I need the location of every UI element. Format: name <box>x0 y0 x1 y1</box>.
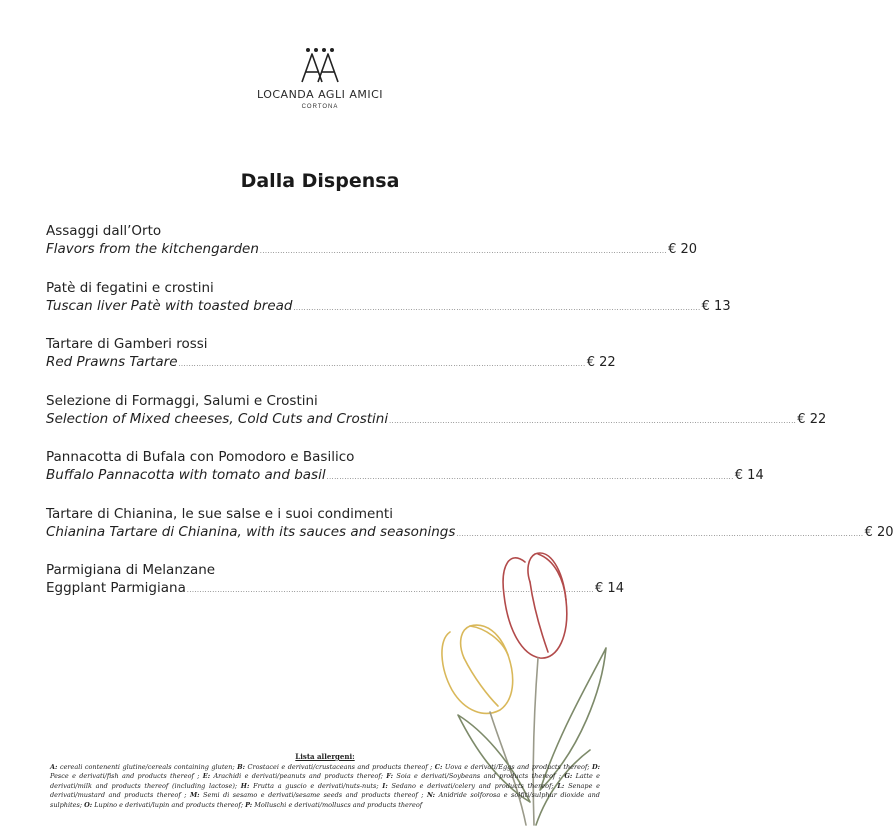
restaurant-name: LOCANDA AGLI AMICI <box>256 88 384 101</box>
dot-leader: ................................................................................................................................................................ <box>326 474 734 481</box>
allergen-list-body: A: cereali contenenti glutine/cereals containing gluten; B: Crostacei e derivati/crustaceans and products thereof ; C: Uova e derivati/Eggs and products thereof; D: Pesce e derivati/fish and products thereof ; E: Arachidi e derivati/peanuts and products thereof; F: Soia e derivati/Soybeans and products thereof ; G: Latte e derivati/milk and products thereof (including lactose); H: Frutta a guscio e derivati/nuts-nuts; I: Sedano e derivati/celery and products thereof; L: Senape e derivati/mustard and products thereof ; M: Semi di sesamo e derivati/sesame seeds and products thereof ; N: Anidride solforosa e solfiti/sulphur dioxide and sulphites; O: Lupino e derivati/lupin and products thereof; P: Molluschi e derivati/molluscs and products thereof <box>50 762 601 809</box>
menu-item <box>46 279 731 336</box>
item-price: € 13 <box>701 298 731 314</box>
monogram-logo-icon <box>298 44 342 86</box>
menu-item <box>46 222 698 279</box>
menu-item <box>46 335 616 392</box>
yellow-tulip-petal-icon <box>442 625 513 713</box>
item-name-italian: Pannacotta di Bufala con Pomodoro e Basilico <box>46 449 355 465</box>
item-name-italian: Tartare di Chianina, le sue salse e i suoi condimenti <box>46 505 393 522</box>
item-price: € 20 <box>864 524 894 540</box>
dot-leader: ................................................................................................................................................................ <box>456 530 864 538</box>
menu-item <box>46 392 827 449</box>
item-name-english: Flavors from the kitchengarden <box>46 241 259 257</box>
item-price: € 14 <box>734 468 764 483</box>
dot-leader: ................................................................................................................................................................ <box>389 417 797 425</box>
item-name-english: Red Prawns Tartare <box>46 354 178 370</box>
item-price: € 22 <box>797 411 827 427</box>
section-title: Dalla Dispensa <box>240 170 400 192</box>
item-name-english: Chianina Tartare di Chianina, with its sauces and seasonings <box>46 523 456 540</box>
allergen-list <box>50 752 600 811</box>
item-name-italian: Parmigiana di Melanzane <box>46 562 216 578</box>
item-price: € 20 <box>668 242 698 257</box>
item-price: € 22 <box>586 355 616 370</box>
menu-item <box>46 448 764 505</box>
item-name-english: Buffalo Pannacotta with tomato and basil <box>46 467 326 483</box>
dot-leader: ................................................................................................................................................................ <box>259 248 668 255</box>
item-name-english: Selection of Mixed cheeses, Cold Cuts and Crostini <box>46 410 389 427</box>
item-name-italian: Selezione di Formaggi, Salumi e Crostini <box>46 392 318 409</box>
dot-leader: ................................................................................................................................................................ <box>178 361 586 368</box>
restaurant-logo <box>0 44 640 110</box>
dot-leader: ................................................................................................................................................................ <box>186 587 595 594</box>
item-name-english: Tuscan liver Patè with toasted bread <box>46 297 293 314</box>
dot-leader: ................................................................................................................................................................ <box>293 304 701 312</box>
item-name-english: Eggplant Parmigiana <box>46 580 186 596</box>
item-price: € 14 <box>595 581 624 596</box>
restaurant-city: CORTONA <box>301 104 339 110</box>
allergen-list-title: Lista allergeni: <box>295 752 355 761</box>
item-name-italian: Tartare di Gamberi rossi <box>46 336 208 352</box>
item-name-italian: Assaggi dall’Orto <box>46 223 162 239</box>
item-name-italian: Patè di fegatini e crostini <box>46 279 214 296</box>
